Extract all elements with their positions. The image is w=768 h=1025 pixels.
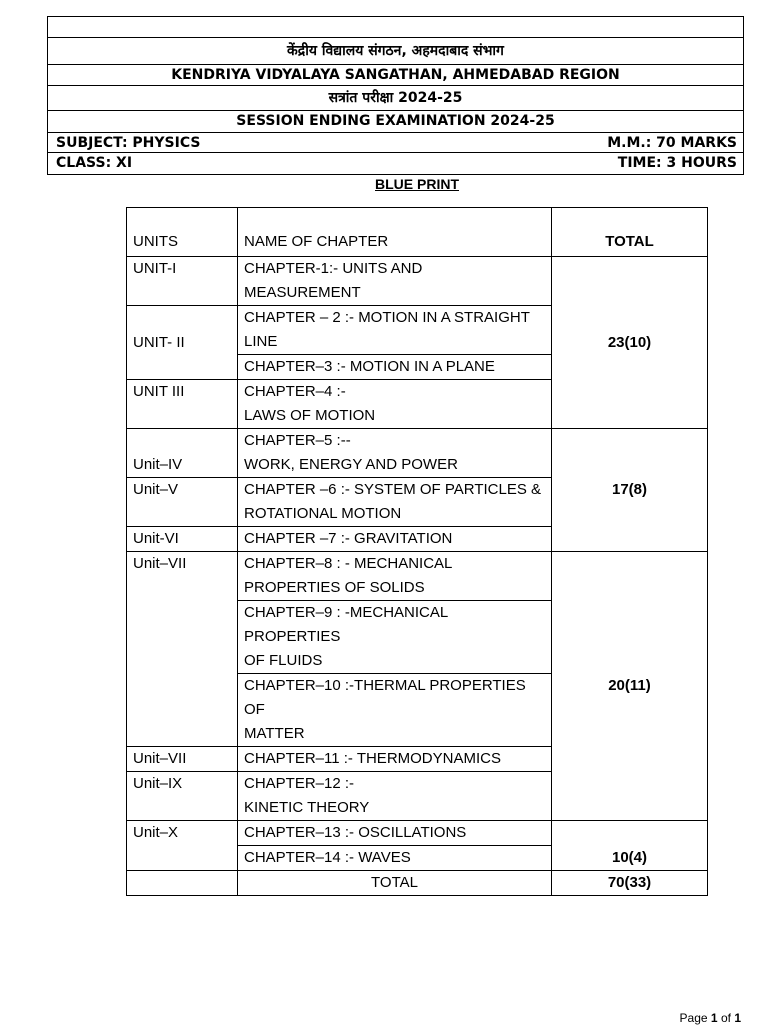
chapter-cell: CHAPTER–9 : -MECHANICAL PROPERTIES OF FLUIDS	[238, 601, 552, 674]
time-label: TIME: 3 HOURS	[617, 155, 737, 171]
table-row	[127, 429, 708, 478]
page-footer	[680, 1011, 741, 1025]
max-marks-label: M.M.: 70 MARKS	[607, 135, 737, 151]
chapter-cell: CHAPTER – 2 :- MOTION IN A STRAIGHT LINE	[238, 306, 552, 355]
table-header-row	[127, 208, 708, 257]
total-cell: 20(11)	[552, 552, 708, 821]
header-hindi-exam: सत्रांत परीक्षा 2024-25	[48, 86, 743, 111]
unit-cell: Unit–IX	[127, 772, 238, 821]
grand-total-value: 70(33)	[552, 871, 708, 896]
header-org: KENDRIYA VIDYALAYA SANGATHAN, AHMEDABAD REGION	[48, 65, 743, 86]
header-exam: SESSION ENDING EXAMINATION 2024-25	[48, 111, 743, 133]
header-subject-row	[48, 133, 743, 153]
total-cell: 10(4)	[552, 821, 708, 871]
page-number: 1	[710, 1011, 718, 1025]
unit-cell: Unit–VII	[127, 747, 238, 772]
chapter-cell: CHAPTER–10 :-THERMAL PROPERTIES OF MATTER	[238, 674, 552, 747]
col-header-chapter: NAME OF CHAPTER	[238, 208, 552, 257]
table-row	[127, 257, 708, 306]
blueprint-table	[126, 207, 708, 896]
chapter-cell: CHAPTER–13 :- OSCILLATIONS	[238, 821, 552, 846]
header-class-row	[48, 153, 743, 174]
unit-cell: Unit–V	[127, 478, 238, 527]
unit-cell: Unit–X	[127, 821, 238, 871]
chapter-cell: CHAPTER –7 :- GRAVITATION	[238, 527, 552, 552]
chapter-cell: CHAPTER–8 : - MECHANICAL PROPERTIES OF SOLIDS	[238, 552, 552, 601]
chapter-cell: CHAPTER–12 :- KINETIC THEORY	[238, 772, 552, 821]
grand-total-label: TOTAL	[238, 871, 552, 896]
unit-cell: Unit–VII	[127, 552, 238, 747]
chapter-cell: CHAPTER–3 :- MOTION IN A PLANE	[238, 355, 552, 380]
chapter-cell: CHAPTER-1:- UNITS AND MEASUREMENT	[238, 257, 552, 306]
total-cell: 17(8)	[552, 429, 708, 552]
header-hindi-org: केंद्रीय विद्यालय संगठन, अहमदाबाद संभाग	[48, 38, 743, 65]
class-label: CLASS: XI	[56, 155, 133, 171]
unit-cell: UNIT- II	[127, 306, 238, 380]
exam-header	[47, 16, 744, 175]
unit-cell: UNIT III	[127, 380, 238, 429]
unit-cell: Unit–IV	[127, 429, 238, 478]
total-cell: 23(10)	[552, 257, 708, 429]
unit-cell: Unit-VI	[127, 527, 238, 552]
grand-total-blank	[127, 871, 238, 896]
table-row	[127, 821, 708, 846]
page-count: 1	[734, 1011, 741, 1025]
table-row	[127, 552, 708, 601]
blueprint-title: BLUE PRINT	[375, 176, 459, 192]
col-header-total: TOTAL	[552, 208, 708, 257]
grand-total-row	[127, 871, 708, 896]
page-word: Page	[679, 1011, 708, 1025]
chapter-cell: CHAPTER–11 :- THERMODYNAMICS	[238, 747, 552, 772]
unit-cell: UNIT-I	[127, 257, 238, 306]
chapter-cell: CHAPTER–14 :- WAVES	[238, 846, 552, 871]
header-blank-row	[48, 17, 743, 38]
chapter-cell: CHAPTER–4 :- LAWS OF MOTION	[238, 380, 552, 429]
chapter-cell: CHAPTER –6 :- SYSTEM OF PARTICLES & ROTATIONAL MOTION	[238, 478, 552, 527]
subject-label: SUBJECT: PHYSICS	[56, 135, 201, 151]
col-header-units: UNITS	[127, 208, 238, 257]
of-word: of	[720, 1011, 731, 1025]
chapter-cell: CHAPTER–5 :-- WORK, ENERGY AND POWER	[238, 429, 552, 478]
